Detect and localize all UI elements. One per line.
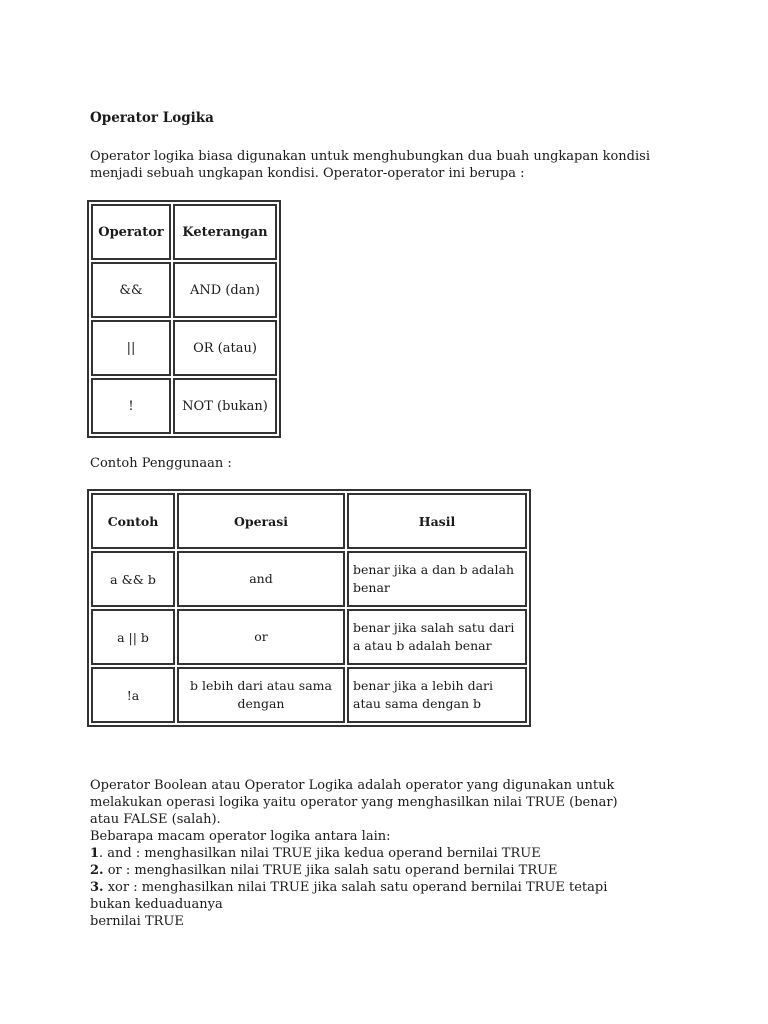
- example-table: [87, 489, 531, 727]
- list-text: or : menghasilkan nilai TRUE jika salah satu operand bernilai TRUE: [103, 863, 558, 878]
- table-row: [91, 320, 277, 376]
- operator-table: [87, 200, 281, 438]
- table-cell: OR (atau): [173, 320, 277, 376]
- table-cell: AND (dan): [173, 262, 277, 318]
- table-header-row: [91, 493, 527, 549]
- table-cell: benar jika a lebih dari atau sama dengan b: [347, 667, 527, 723]
- bottom-section: [90, 777, 650, 930]
- table-cell: !a: [91, 667, 175, 723]
- table-header: Operator: [91, 204, 171, 260]
- list-number: 2.: [90, 863, 104, 878]
- table-cell: NOT (bukan): [173, 378, 277, 434]
- table-cell: b lebih dari atau sama dengan: [177, 667, 345, 723]
- table-cell: and: [177, 551, 345, 607]
- table-row: [91, 262, 277, 318]
- boolean-paragraph: Operator Boolean atau Operator Logika adalah operator yang digunakan untuk melakukan operasi logika yaitu operator yang menghasilkan nilai TRUE (benar) atau FALSE (salah).: [90, 778, 618, 827]
- intro-paragraph: Operator logika biasa digunakan untuk menghubungkan dua buah ungkapan kondisi menjadi sebuah ungkapan kondisi. Operator-operator ini berupa :: [90, 149, 650, 181]
- table-row: [91, 378, 277, 434]
- list-number: 3.: [90, 880, 104, 895]
- table-header: Hasil: [347, 493, 527, 549]
- list-intro: Bebarapa macam operator logika antara lain:: [90, 829, 391, 844]
- table-row: [91, 667, 527, 723]
- table-cell: ||: [91, 320, 171, 376]
- list-item: [90, 879, 650, 913]
- table-cell: or: [177, 609, 345, 665]
- list-text: xor : menghasilkan nilai TRUE jika salah satu operand bernilai TRUE tetapi bukan keduaduanya: [90, 880, 608, 912]
- table-header: Keterangan: [173, 204, 277, 260]
- list-text: . and : menghasilkan nilai TRUE jika kedua operand bernilai TRUE: [99, 846, 541, 861]
- list-number: 1: [90, 846, 100, 861]
- table-header-row: [91, 204, 277, 260]
- table-cell: &&: [91, 262, 171, 318]
- table-row: [91, 609, 527, 665]
- table-row: [91, 551, 527, 607]
- table-header: Operasi: [177, 493, 345, 549]
- contoh-label: Contoh Penggunaan :: [90, 456, 232, 471]
- table-cell: a || b: [91, 609, 175, 665]
- table-cell: benar jika salah satu dari a atau b adalah benar: [347, 609, 527, 665]
- list-item: [90, 845, 650, 862]
- table-cell: a && b: [91, 551, 175, 607]
- table-cell: !: [91, 378, 171, 434]
- document-title: Operator Logika: [90, 110, 214, 126]
- table-header: Contoh: [91, 493, 175, 549]
- list-tail: bernilai TRUE: [90, 914, 184, 929]
- list-item: [90, 862, 650, 879]
- table-cell: benar jika a dan b adalah benar: [347, 551, 527, 607]
